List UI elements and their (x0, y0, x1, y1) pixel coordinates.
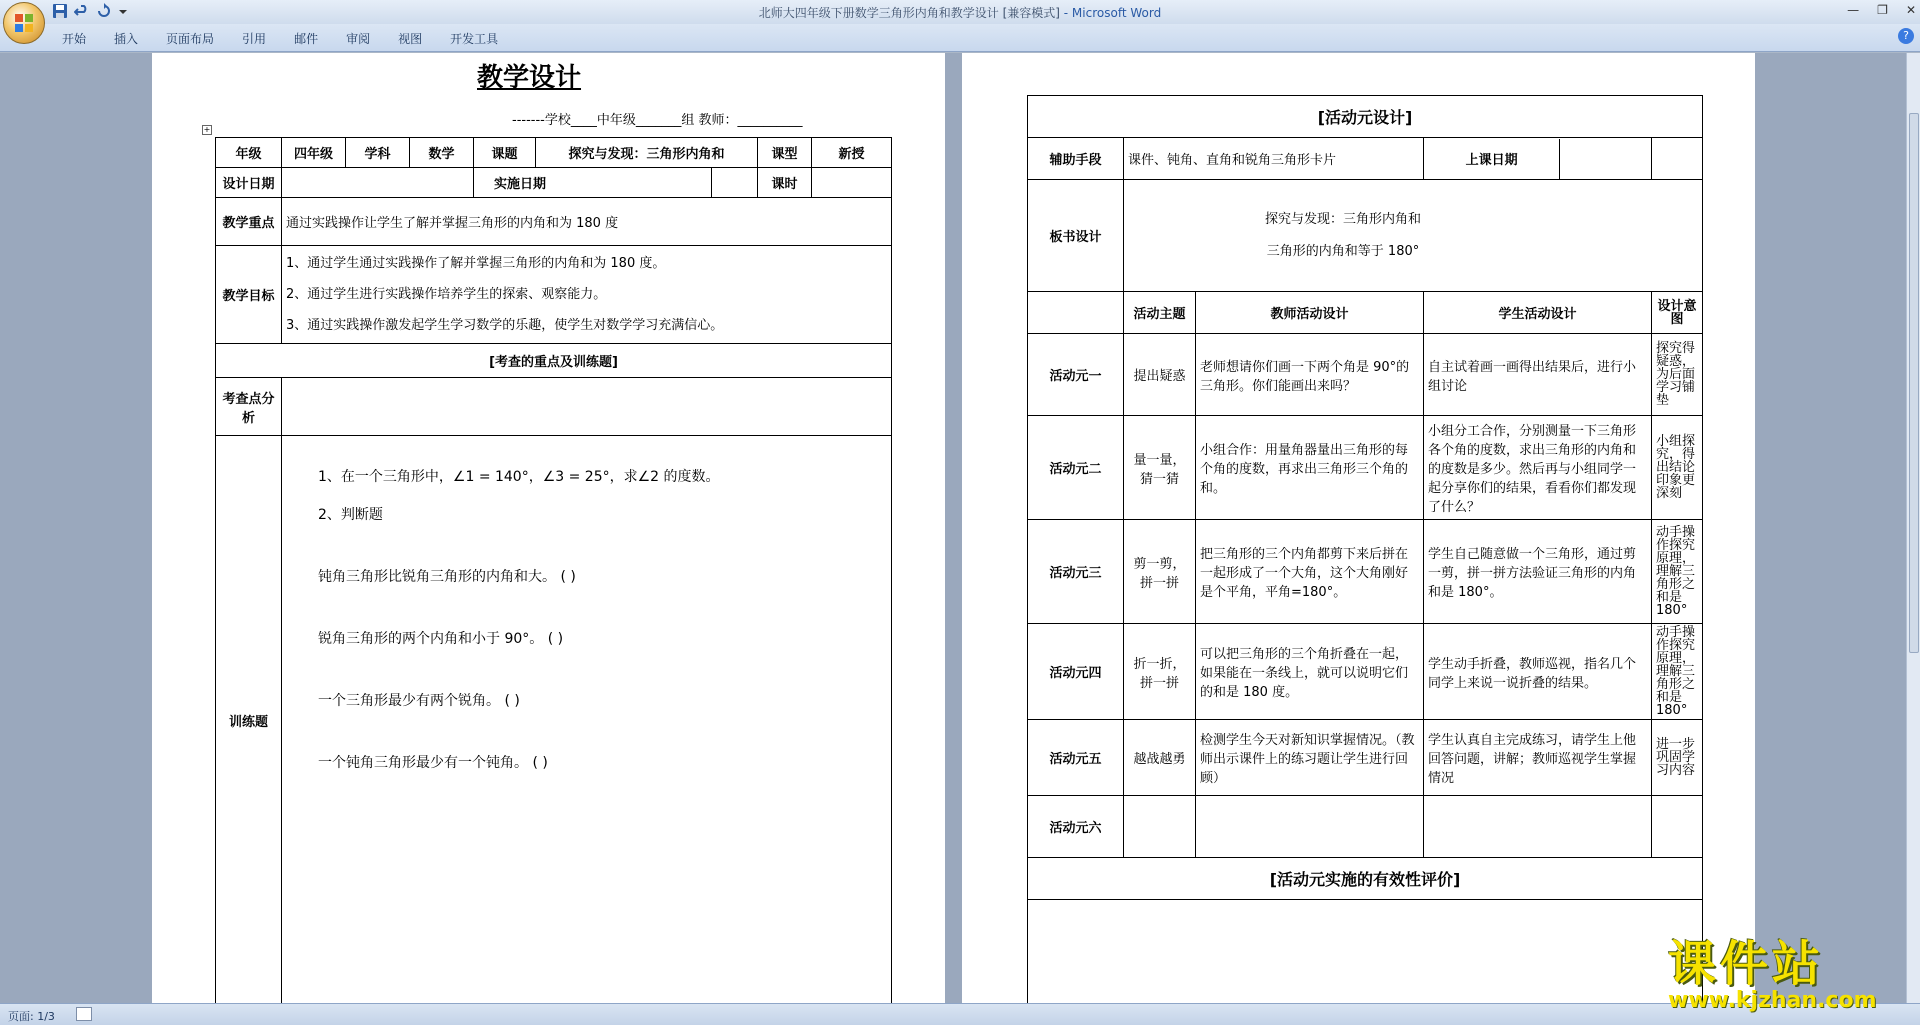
class-date-cell (1424, 138, 1652, 180)
student-design: 自主试着画一画得出结果后，进行小组讨论 (1424, 334, 1652, 416)
design-date-value[interactable] (282, 168, 474, 198)
goal-item: 2、通过学生进行实践操作培养学生的探索、观察能力。 (286, 287, 607, 302)
table-row (1028, 416, 1703, 520)
activity-name: 活动元六 (1028, 796, 1124, 858)
watermark-title: 课件站 (1668, 936, 1825, 992)
teacher-design: 把三角形的三个内角都剪下来后拼在一起形成了一个大角，这个大角刚好是个平角，平角=180°。 (1196, 520, 1424, 624)
exercise-item: 钝角三角形比锐角三角形的内角和大。 ( ) (318, 569, 576, 585)
subject-value: 数学 (410, 138, 474, 168)
grade-label: 年级 (216, 138, 282, 168)
type-value: 新授 (812, 138, 892, 168)
exercise-item: 锐角三角形的两个内角和小于 90°。 ( ) (318, 631, 564, 647)
topic-value: 探究与发现：三角形内角和 (536, 138, 758, 168)
analysis-label: 考查点分析 (216, 378, 282, 436)
activity-theme: 越战越勇 (1124, 720, 1196, 796)
activity-name: 活动元五 (1028, 720, 1124, 796)
watermark-logo (1668, 925, 1904, 1013)
eval-header: [活动元实施的有效性评价] (1028, 858, 1703, 900)
student-design: 学生认真自主完成练习，请学生上他回答问题，讲解；教师巡视学生掌握情况 (1424, 720, 1652, 796)
design-date-label: 设计日期 (216, 168, 282, 198)
student-design: 小组分工合作，分别测量一下三角形各个角的度数，求出三角形的内角和的度数是多少。然后再与小组同学一起分享你们的结果，看看你们都发现了什么？ (1424, 416, 1652, 520)
board-label: 板书设计 (1028, 180, 1124, 292)
aids-label: 辅助手段 (1028, 138, 1124, 180)
student-design: 学生动手折叠，教师巡视，指名几个同学上来说一说折叠的结果。 (1424, 624, 1652, 720)
quick-access-toolbar (52, 3, 134, 19)
table-move-handle-icon[interactable]: + (203, 125, 211, 134)
exercise-item: 2、判断题 (318, 507, 383, 523)
board-line: 探究与发现：三角形内角和 (1265, 211, 1422, 227)
activity-theme: 折一折，拼一拼 (1124, 624, 1196, 720)
page-title: 教学设计 (477, 63, 582, 93)
focus-text: 通过实践操作让学生了解并掌握三角形的内角和为 180 度 (282, 198, 892, 246)
activity-name: 活动元四 (1028, 624, 1124, 720)
table-row (1028, 796, 1703, 858)
design-intent: 动手操作探究原理，理解三角形之和是180° (1652, 520, 1703, 624)
teacher-design: 检测学生今天对新知识掌握情况。（教师出示课件上的练习题让学生进行回顾） (1196, 720, 1424, 796)
office-button[interactable] (3, 2, 45, 44)
ribbon-tab-bar (0, 24, 1920, 52)
tab-mailings[interactable]: 邮件 (294, 32, 319, 46)
exam-header: [考查的重点及训练题] (216, 344, 892, 378)
exercise-item: 1、在一个三角形中，∠1 = 140°，∠3 = 25°，求∠2 的度数。 (318, 469, 720, 485)
table-row (1028, 624, 1703, 720)
exercise-item: 一个钝角三角形最少有一个钝角。 ( ) (318, 755, 548, 771)
tab-view[interactable]: 视图 (398, 32, 423, 46)
document-page-1[interactable] (152, 53, 945, 1003)
eval-cell[interactable] (1028, 900, 1703, 1004)
activity-table (1027, 95, 1703, 1003)
topic-label: 课题 (474, 138, 536, 168)
class-date-extra (1652, 138, 1703, 180)
board-line: 三角形的内角和等于 180° (1266, 243, 1420, 259)
minimize-icon[interactable]: — (1847, 3, 1860, 17)
col-teacher: 教师活动设计 (1196, 292, 1424, 334)
watermark-url: www.kjzhan.com (1668, 988, 1877, 1013)
teacher-design: 可以把三角形的三个角折叠在一起，如果能在一条线上，就可以说明它们的和是 180 度。 (1196, 624, 1424, 720)
activity-theme: 剪一剪，拼一拼 (1124, 520, 1196, 624)
teacher-design: 小组合作：用量角器量出三角形的每个角的度数，再求出三角形三个角的和。 (1196, 416, 1424, 520)
activity-name: 活动元二 (1028, 416, 1124, 520)
design-intent: 进一步巩固学习内容 (1652, 720, 1703, 796)
hours-value[interactable] (812, 168, 892, 198)
student-design[interactable] (1424, 796, 1652, 858)
exercise-item: 一个三角形最少有两个锐角。 ( ) (318, 693, 520, 709)
goals-cell (282, 246, 892, 344)
school-line: -------学校____中年级_______组 教师：__________ (512, 113, 803, 128)
goals-label: 教学目标 (216, 246, 282, 344)
close-icon[interactable]: ✕ (1905, 3, 1916, 17)
vertical-scrollbar[interactable] (1906, 53, 1920, 1003)
table-row (1028, 520, 1703, 624)
tab-review[interactable]: 审阅 (346, 32, 371, 46)
activity-theme[interactable] (1124, 796, 1196, 858)
subject-label: 学科 (346, 138, 410, 168)
undo-icon[interactable] (74, 3, 90, 19)
tab-insert[interactable]: 插入 (114, 32, 139, 46)
analysis-cell[interactable] (282, 378, 892, 436)
window-title (0, 4, 1920, 21)
lesson-table (215, 137, 892, 1003)
practice-cell (282, 436, 892, 1004)
col-student: 学生活动设计 (1424, 292, 1652, 334)
teacher-design[interactable] (1196, 796, 1424, 858)
window-controls (1847, 3, 1916, 17)
class-date-value[interactable] (1560, 139, 1651, 179)
goal-item: 1、通过学生通过实践操作了解并掌握三角形的内角和为 180 度。 (286, 256, 666, 271)
tab-home[interactable]: 开始 (62, 32, 87, 46)
activity-name: 活动元一 (1028, 334, 1124, 416)
document-page-2[interactable] (962, 53, 1755, 1003)
table-row (1028, 720, 1703, 796)
office-logo-icon (14, 13, 34, 33)
proofing-icon[interactable] (76, 1007, 92, 1021)
page-indicator[interactable]: 页面: 1/3 (8, 1010, 55, 1023)
col-theme: 活动主题 (1124, 292, 1196, 334)
save-icon[interactable] (52, 3, 68, 19)
document-title: 北师大四年级下册数学三角形内角和教学设计 [兼容模式] (758, 6, 1060, 20)
hours-label: 课时 (758, 168, 812, 198)
tab-references[interactable]: 引用 (242, 32, 267, 46)
status-bar (0, 1003, 1920, 1025)
scrollbar-thumb[interactable] (1909, 113, 1919, 653)
aids-value: 课件、钝角、直角和锐角三角形卡片 (1124, 138, 1424, 180)
student-design: 学生自己随意做一个三角形，通过剪一剪，拼一拼方法验证三角形的内角和是 180°。 (1424, 520, 1652, 624)
design-intent: 小组探究，得出结论印象更深刻 (1652, 416, 1703, 520)
impl-date-label: 实施日期 (474, 168, 712, 198)
tab-page-layout[interactable]: 页面布局 (166, 32, 215, 46)
tab-developer[interactable]: 开发工具 (450, 32, 499, 46)
design-intent: 动手操作探究原理，理解三角形之和是180° (1652, 624, 1703, 720)
board-cell (1124, 180, 1703, 292)
activity-theme: 量一量，猜一猜 (1124, 416, 1196, 520)
focus-label: 教学重点 (216, 198, 282, 246)
activity-header: [活动元设计] (1028, 96, 1703, 138)
design-intent: 探究得疑惑，为后面学习铺垫 (1652, 334, 1703, 416)
blank-corner (1028, 292, 1124, 334)
type-label: 课型 (758, 138, 812, 168)
activity-name: 活动元三 (1028, 520, 1124, 624)
customize-toolbar-icon[interactable] (118, 3, 134, 19)
practice-label: 训练题 (216, 436, 282, 1004)
table-row (1028, 334, 1703, 416)
design-intent[interactable] (1652, 796, 1703, 858)
document-area (0, 53, 1906, 1003)
app-name: - Microsoft Word (1059, 6, 1162, 20)
teacher-design: 老师想请你们画一下两个角是 90°的三角形。你们能画出来吗？ (1196, 334, 1424, 416)
title-bar (0, 0, 1920, 24)
col-intent: 设计意图 (1652, 292, 1703, 334)
class-date-label: 上课日期 (1424, 139, 1560, 179)
goal-item: 3、通过实践操作激发起学生学习数学的乐趣，使学生对数学学习充满信心。 (286, 318, 724, 333)
grade-value: 四年级 (282, 138, 346, 168)
help-icon[interactable]: ? (1898, 28, 1914, 44)
maximize-icon[interactable]: ❐ (1877, 3, 1888, 17)
impl-date-value[interactable] (712, 168, 758, 198)
redo-icon[interactable] (96, 3, 112, 19)
activity-theme: 提出疑惑 (1124, 334, 1196, 416)
